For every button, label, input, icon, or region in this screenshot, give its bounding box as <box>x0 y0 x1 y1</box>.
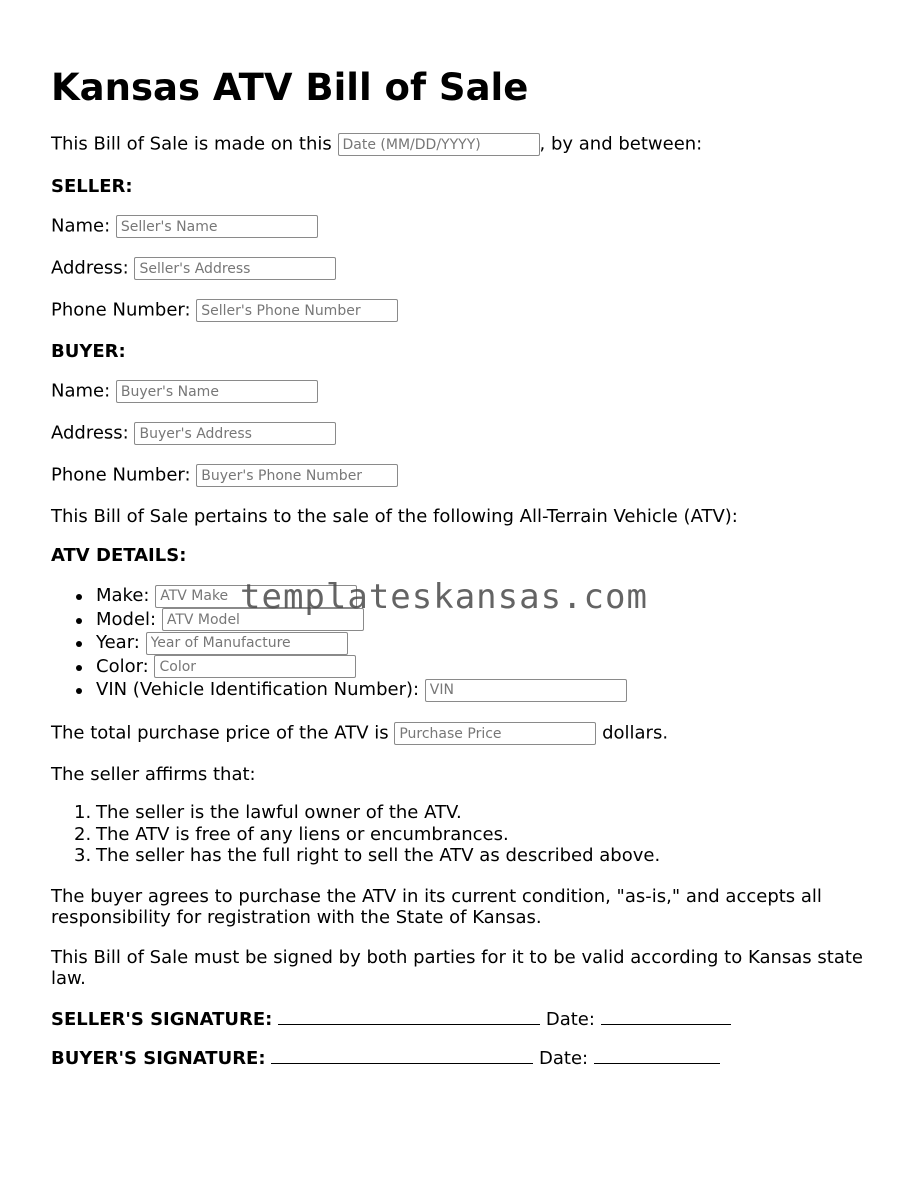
list-number: 3. <box>74 845 92 866</box>
buyer-address-input[interactable] <box>134 422 336 445</box>
list-item <box>51 655 627 679</box>
buyer-name-label: Name: <box>51 380 111 402</box>
buyer-date-line[interactable] <box>594 1047 720 1064</box>
seller-signature-line[interactable] <box>278 1008 540 1025</box>
seller-address-row <box>51 257 336 280</box>
buyer-address-row <box>51 422 336 445</box>
atv-details-heading: ATV DETAILS: <box>51 545 187 566</box>
affirmations-list <box>51 802 660 867</box>
price-after-text: dollars. <box>602 722 669 744</box>
seller-phone-label: Phone Number: <box>51 299 191 321</box>
seller-name-label: Name: <box>51 215 111 237</box>
list-item <box>51 845 660 867</box>
buyer-phone-label: Phone Number: <box>51 464 191 486</box>
list-item <box>51 802 660 824</box>
affirmation-text: The seller is the lawful owner of the ATV. <box>96 802 462 823</box>
sale-date-input[interactable] <box>338 133 540 156</box>
intro-line <box>51 133 702 156</box>
affirmation-text: The ATV is free of any liens or encumbrances. <box>96 823 509 845</box>
atv-vin-label: VIN (Vehicle Identification Number): <box>96 679 420 700</box>
page-title: Kansas ATV Bill of Sale <box>51 66 529 109</box>
affirms-text: The seller affirms that: <box>51 764 256 785</box>
buyer-name-row <box>51 380 318 403</box>
seller-address-input[interactable] <box>134 257 336 280</box>
atv-color-label: Color: <box>96 655 149 677</box>
atv-make-label: Make: <box>96 585 150 606</box>
seller-phone-input[interactable] <box>196 299 398 322</box>
seller-signature-label: SELLER'S SIGNATURE: <box>51 1009 273 1030</box>
buyer-phone-input[interactable] <box>196 464 398 487</box>
seller-name-row <box>51 215 318 238</box>
intro-text: This Bill of Sale is made on this <box>51 133 332 155</box>
list-item <box>51 631 627 655</box>
price-row <box>51 722 668 745</box>
buyer-signature-line[interactable] <box>271 1047 533 1064</box>
seller-date-label: Date: <box>545 1009 595 1030</box>
must-sign-text: This Bill of Sale must be signed by both parties for it to be valid according to Kansas state law. <box>51 947 863 989</box>
seller-heading: SELLER: <box>51 176 133 197</box>
seller-date-line[interactable] <box>601 1008 731 1025</box>
seller-signature-row <box>51 1008 731 1030</box>
buyer-agrees-text: The buyer agrees to purchase the ATV in its current condition, "as-is," and accepts all responsibility for registration with the State of Kansas. <box>51 886 822 928</box>
atv-year-label: Year: <box>96 632 140 653</box>
atv-model-label: Model: <box>96 608 157 630</box>
buyer-name-input[interactable] <box>116 380 318 403</box>
seller-name-input[interactable] <box>116 215 318 238</box>
intro-after-text: , by and between: <box>539 133 703 155</box>
price-before-text: The total purchase price of the ATV is <box>51 722 389 744</box>
atv-vin-input[interactable] <box>425 679 627 702</box>
list-number: 1. <box>74 802 92 823</box>
affirmation-text: The seller has the full right to sell the ATV as described above. <box>96 845 661 866</box>
atv-year-input[interactable] <box>146 632 348 655</box>
purchase-price-input[interactable] <box>394 722 596 745</box>
buyer-phone-row <box>51 464 398 487</box>
watermark-text: templateskansas.com <box>240 577 648 617</box>
seller-address-label: Address: <box>51 257 129 279</box>
seller-phone-row <box>51 299 398 322</box>
list-number: 2. <box>74 823 92 845</box>
buyer-address-label: Address: <box>51 422 129 444</box>
buyer-date-label: Date: <box>539 1048 589 1069</box>
pertains-text: This Bill of Sale pertains to the sale of the following All-Terrain Vehicle (ATV): <box>51 506 738 527</box>
buyer-signature-label: BUYER'S SIGNATURE: <box>51 1048 266 1069</box>
buyer-signature-row <box>51 1047 720 1069</box>
list-item <box>51 824 660 846</box>
list-item <box>51 678 627 702</box>
atv-color-input[interactable] <box>154 655 356 678</box>
buyer-heading: BUYER: <box>51 341 126 362</box>
